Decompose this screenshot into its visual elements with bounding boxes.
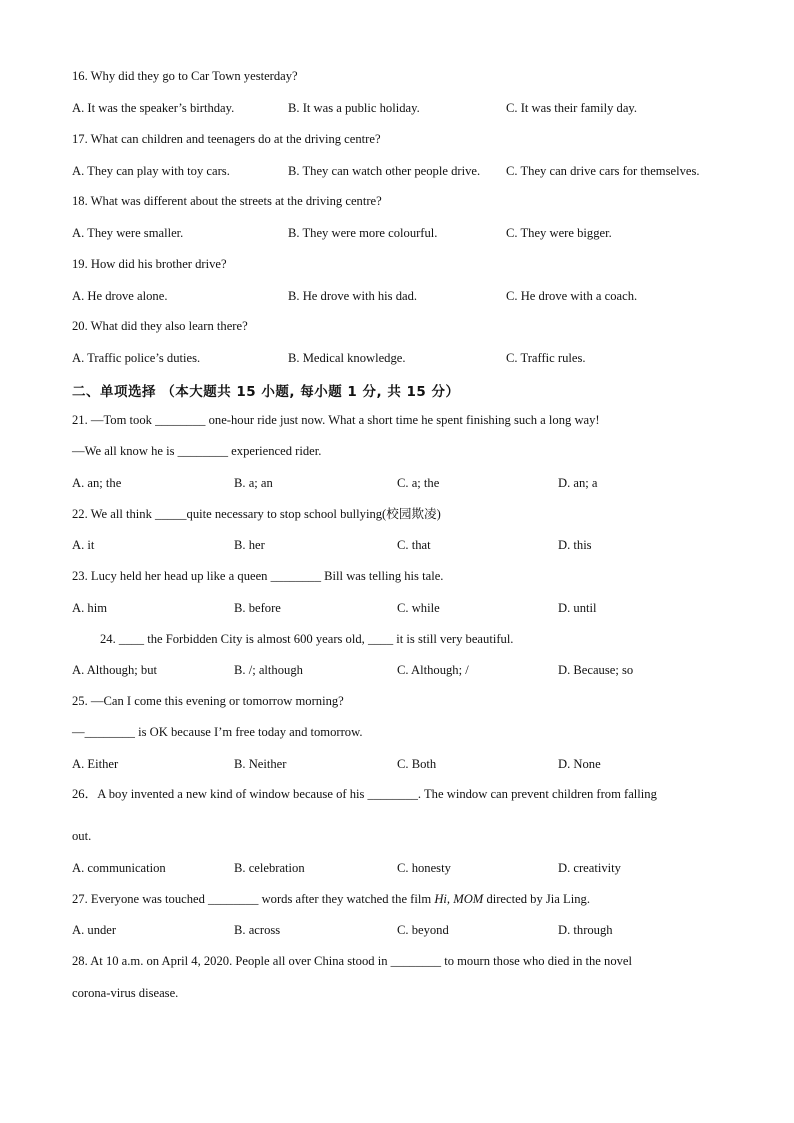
- question-27-before: 27. Everyone was touched ________ words after they watched the film: [72, 892, 435, 906]
- q21-option-b: B. a; an: [234, 476, 273, 490]
- q27-option-c: C. beyond: [397, 923, 449, 937]
- q22-option-d: D. this: [558, 538, 592, 552]
- q25-option-a: A. Either: [72, 757, 119, 771]
- q18-option-b: B. They were more colourful.: [288, 226, 438, 240]
- q27-option-d: D. through: [558, 923, 613, 937]
- q26-option-c: C. honesty: [397, 861, 451, 875]
- q25-option-d: D. None: [558, 757, 601, 771]
- q22-option-a: A. it: [72, 538, 95, 552]
- q21-option-a: A. an; the: [72, 476, 122, 490]
- q27-option-a: A. under: [72, 923, 117, 937]
- q20-option-b: B. Medical knowledge.: [288, 351, 406, 365]
- q26-option-d: D. creativity: [558, 861, 621, 875]
- q24-option-a: A. Although; but: [72, 663, 158, 677]
- question-17: 17. What can children and teenagers do at the driving centre?: [72, 132, 381, 146]
- q22-option-c: C. that: [397, 538, 431, 552]
- question-27-after: directed by Jia Ling.: [483, 892, 590, 906]
- q23-option-a: A. him: [72, 601, 107, 615]
- question-26-line-1: 26．A boy invented a new kind of window because of his ________. The window can prevent children from falling: [72, 787, 657, 801]
- section-heading: 二、单项选择 （本大题共 15 小题, 每小题 1 分, 共 15 分）: [72, 384, 460, 400]
- question-16: 16. Why did they go to Car Town yesterday?: [72, 69, 298, 83]
- q21-option-c: C. a; the: [397, 476, 440, 490]
- q16-option-c: C. It was their family day.: [506, 101, 638, 115]
- question-25-line-1: 25. —Can I come this evening or tomorrow morning?: [72, 694, 344, 708]
- q16-option-a: A. It was the speaker’s birthday.: [72, 101, 235, 115]
- q25-option-b: B. Neither: [234, 757, 287, 771]
- q27-option-b: B. across: [234, 923, 281, 937]
- question-18: 18. What was different about the streets at the driving centre?: [72, 194, 382, 208]
- question-28-line-2: corona-virus disease.: [72, 986, 179, 1000]
- q26-option-b: B. celebration: [234, 861, 305, 875]
- question-20: 20. What did they also learn there?: [72, 319, 248, 333]
- question-21-line-1: 21. —Tom took ________ one-hour ride just now. What a short time he spent finishing such a long way!: [72, 413, 600, 427]
- question-28-line-1: 28. At 10 a.m. on April 4, 2020. People all over China stood in ________ to mourn those who died in the novel: [72, 954, 633, 968]
- q23-option-c: C. while: [397, 601, 440, 615]
- q18-option-a: A. They were smaller.: [72, 226, 184, 240]
- q22-option-b: B. her: [234, 538, 265, 552]
- q17-option-a: A. They can play with toy cars.: [72, 164, 230, 178]
- question-24: 24. ____ the Forbidden City is almost 600 years old, ____ it is still very beautiful.: [100, 632, 514, 646]
- q20-option-a: A. Traffic police’s duties.: [72, 351, 201, 365]
- question-19: 19. How did his brother drive?: [72, 257, 227, 271]
- q17-option-b: B. They can watch other people drive.: [288, 164, 481, 178]
- q18-option-c: C. They were bigger.: [506, 226, 612, 240]
- q19-option-c: C. He drove with a coach.: [506, 289, 638, 303]
- q17-option-c: C. They can drive cars for themselves.: [506, 164, 700, 178]
- q23-option-d: D. until: [558, 601, 597, 615]
- q24-option-d: D. Because; so: [558, 663, 634, 677]
- question-25-line-2: —________ is OK because I’m free today and tomorrow.: [72, 725, 363, 739]
- question-21-line-2: —We all know he is ________ experienced rider.: [72, 444, 322, 458]
- q19-option-b: B. He drove with his dad.: [288, 289, 418, 303]
- q24-option-c: C. Although; /: [397, 663, 469, 677]
- question-22: 22. We all think _____quite necessary to stop school bullying(校园欺凌): [72, 507, 441, 521]
- q16-option-b: B. It was a public holiday.: [288, 101, 420, 115]
- q21-option-d: D. an; a: [558, 476, 598, 490]
- q26-option-a: A. communication: [72, 861, 166, 875]
- question-27: [72, 891, 590, 907]
- question-26-line-2: out.: [72, 829, 92, 843]
- q19-option-a: A. He drove alone.: [72, 289, 168, 303]
- q20-option-c: C. Traffic rules.: [506, 351, 586, 365]
- q23-option-b: B. before: [234, 601, 281, 615]
- q25-option-c: C. Both: [397, 757, 437, 771]
- question-23: 23. Lucy held her head up like a queen ________ Bill was telling his tale.: [72, 569, 444, 583]
- q24-option-b: B. /; although: [234, 663, 303, 677]
- film-title: Hi, MOM: [434, 892, 484, 906]
